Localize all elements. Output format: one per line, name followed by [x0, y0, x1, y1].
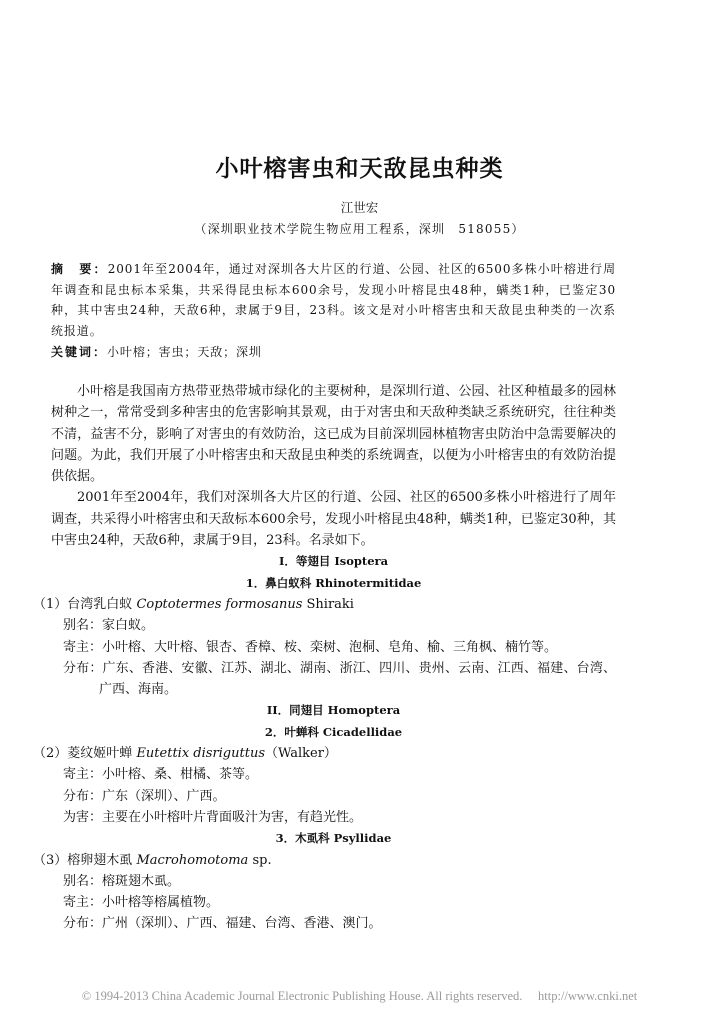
species-authority: Shiraki	[306, 596, 354, 612]
species-host: 寄主：小叶榕、大叶榕、银杏、香樟、桉、栾树、泡桐、皂角、榆、三角枫、楠竹等。	[63, 639, 558, 655]
species-harm: 为害：主要在小叶榕叶片背面吸汁为害，有趋光性。	[63, 809, 363, 825]
species-host: 寄主：小叶榕等榕属植物。	[63, 895, 220, 911]
species-distribution: 分布：广东（深圳）、广西。	[63, 788, 226, 804]
family-heading-rhinotermitidae: 1．鼻白蚁科 Rhinotermitidae	[245, 575, 422, 590]
species-entry	[33, 743, 616, 828]
species-number: （1）	[33, 596, 68, 612]
keywords-text: 小叶榕；害虫；天敌；深圳	[107, 345, 262, 359]
species-distribution: 分布：广东、香港、安徽、江苏、湖北、湖南、浙江、四川、贵州、云南、江西、福建、台湾、广西、海南。	[63, 660, 616, 698]
species-common-name: 台湾乳白蚁	[67, 596, 133, 612]
species-common-name: 菱纹姬叶蝉	[67, 746, 133, 762]
species-latin-name: Coptotermes formosanus	[136, 596, 303, 612]
author-affiliation: （深圳职业技术学院生物应用工程系，深圳 518055）	[194, 222, 525, 236]
species-latin-name: Eutettix disriguttus	[136, 746, 265, 762]
author-name: 江世宏	[340, 200, 379, 215]
species-common-name: 榕卵翅木虱	[67, 852, 133, 868]
survey-paragraph: 2001年至2004年，我们对深圳各大片区的行道、公园、社区的6500多株小叶榕进行了周年调查，共采得小叶榕害虫和天敌标本600余号，发现小叶榕昆虫48种，螨类1种，已鉴定30种，其中害虫24种，天敌6种，隶属于9目，23科。名录如下。	[51, 490, 616, 549]
species-authority: （Walker）	[265, 746, 337, 762]
keywords-label: 关键词：	[51, 345, 108, 359]
abstract-label: 摘 要：	[51, 262, 108, 276]
species-entry	[33, 850, 616, 935]
species-title	[33, 594, 616, 615]
species-number: （2）	[33, 746, 68, 762]
species-number: （3）	[33, 852, 68, 868]
species-alias: 别名：家白蚁。	[63, 618, 155, 634]
intro-paragraph: 小叶榕是我国南方热带亚热带城市绿化的主要树种，是深圳行道、公园、社区种植最多的园林树种之一，常常受到多种害虫的危害影响其景观，由于对害虫和天敌种类缺乏系统研究，往往种类不清，益害不分，影响了对害虫的有效防治，这已成为目前深圳园林植物害虫防治中急需要解决的问题。为此，我们开展了小叶榕害虫和天敌昆虫种类的系统调查，以便为小叶榕害虫的有效防治提供依据。	[51, 384, 616, 485]
species-distribution: 分布：广州（深圳）、广西、福建、台湾、香港、澳门。	[63, 916, 382, 932]
family-heading-cicadellidae: 2．叶蝉科 Cicadellidae	[264, 724, 403, 739]
species-title	[33, 743, 616, 764]
species-alias: 别名：榕斑翅木虱。	[63, 873, 181, 889]
species-title	[33, 850, 616, 871]
species-latin-name: Macrohomotoma	[136, 852, 249, 868]
species-host: 寄主：小叶榕、桑、柑橘、茶等。	[63, 767, 259, 783]
article-body	[33, 381, 616, 935]
article-title: 小叶榕害虫和天敌昆虫种类	[215, 156, 504, 182]
order-heading-isoptera: I．等翅目 Isoptera	[278, 554, 389, 569]
abstract	[51, 259, 616, 341]
species-authority: sp.	[252, 852, 272, 868]
family-heading-psyllidae: 3．木虱科 Psyllidae	[275, 831, 392, 846]
species-entry	[33, 594, 616, 700]
keywords	[51, 343, 616, 361]
abstract-text: 2001年至2004年，通过对深圳各大片区的行道、公园、社区的6500多株小叶榕进行周年调查和昆虫标本采集，共采得昆虫标本600余号，发现小叶榕昆虫48种，螨类1种，已鉴定30种，其中害虫24种，天敌6种，隶属于9目，23科。该文是对小叶榕害虫和天敌昆虫种类的一次系统报道。	[51, 262, 616, 338]
order-heading-homoptera: II．同翅目 Homoptera	[266, 703, 401, 718]
copyright-footer: © 1994-2013 China Academic Journal Electronic Publishing House. All rights reserved. http://www.cnki.net	[81, 989, 638, 1003]
